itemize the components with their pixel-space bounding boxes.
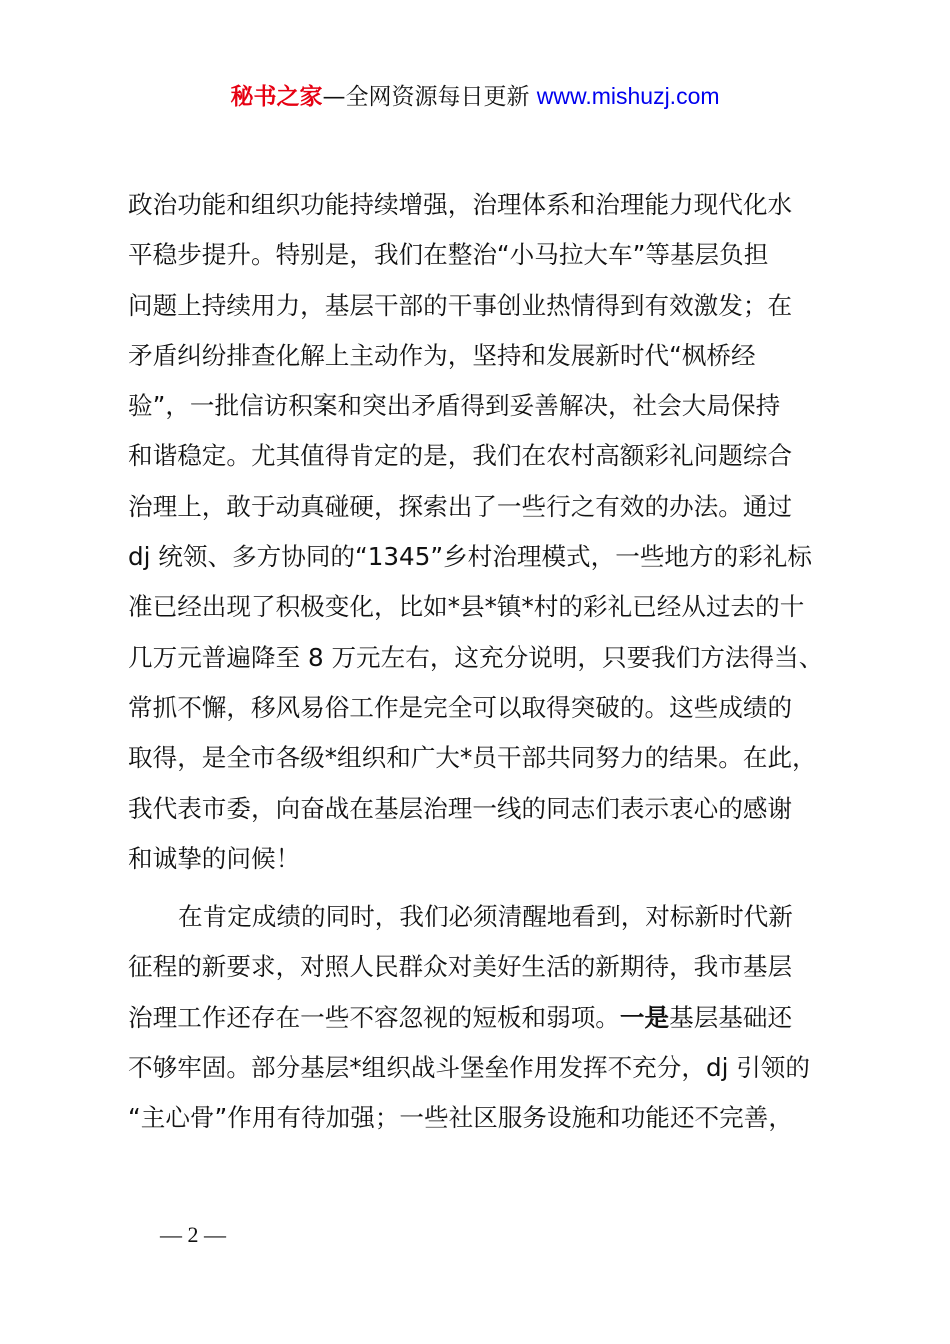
- text-line: 准已经出现了积极变化，比如*县*镇*村的彩礼已经从过去的十: [128, 592, 805, 622]
- banner-tagline: —全网资源每日更新: [322, 84, 530, 110]
- site-banner: [0, 80, 950, 113]
- text-line: 在肯定成绩的同时，我们必须清醒地看到，对标新时代新: [178, 902, 793, 932]
- document-body: [128, 180, 833, 1144]
- text-line: 治理上，敢于动真碰硬，探索出了一些行之有效的办法。通过: [128, 491, 793, 521]
- text-line: 和诚挚的问候！: [128, 843, 301, 873]
- text-line: 和谐稳定。尤其值得肯定的是，我们在农村高额彩礼问题综合: [128, 441, 793, 471]
- bold-emphasis: 一是: [619, 1002, 670, 1032]
- text-line: 征程的新要求，对照人民群众对美好生活的新期待，我市基层: [128, 952, 793, 982]
- text-line: 我代表市委，向奋战在基层治理一线的同志们表示衷心的感谢: [128, 793, 793, 823]
- text-line: 平稳步提升。特别是，我们在整治“小马拉大车”等基层负担: [128, 240, 769, 270]
- text-line: 常抓不懈，移风易俗工作是完全可以取得突破的。这些成绩的: [128, 692, 793, 722]
- text-line: dj 统领、多方协同的“1345”乡村治理模式，一些地方的彩礼标: [128, 542, 812, 572]
- page-number: — 2 —: [160, 1222, 226, 1247]
- text-line: 矛盾纠纷排查化解上主动作为，坚持和发展新时代“枫桥经: [128, 340, 756, 370]
- text-line: “主心骨”作用有待加强；一些社区服务设施和功能还不完善，: [128, 1103, 793, 1133]
- paragraph-shortcomings: [128, 892, 833, 1143]
- text-line: 政治功能和组织功能持续增强，治理体系和治理能力现代化水: [128, 190, 793, 219]
- text-line: 验”，一批信访积案和突出矛盾得到妥善解决，社会大局保持: [128, 391, 781, 421]
- text-line: 问题上持续用力，基层干部的干事创业热情得到有效激发；在: [128, 290, 793, 320]
- text-line: 取得，是全市各级*组织和广大*员干部共同努力的结果。在此，: [128, 743, 817, 773]
- paragraph-achievements: [128, 180, 833, 884]
- text-line-with-emphasis: [128, 993, 833, 1043]
- text-segment: 治理工作还存在一些不容忽视的短板和弱项。: [128, 1002, 620, 1032]
- site-url-link[interactable]: www.mishuzj.com: [536, 83, 720, 109]
- brand-name: 秘书之家: [230, 84, 323, 110]
- text-line: 不够牢固。部分基层*组织战斗堡垒作用发挥不充分，dj 引领的: [128, 1053, 810, 1083]
- text-segment: 基层基础还: [669, 1002, 793, 1032]
- text-line: 几万元普遍降至 8 万元左右，这充分说明，只要我们方法得当、: [128, 642, 824, 672]
